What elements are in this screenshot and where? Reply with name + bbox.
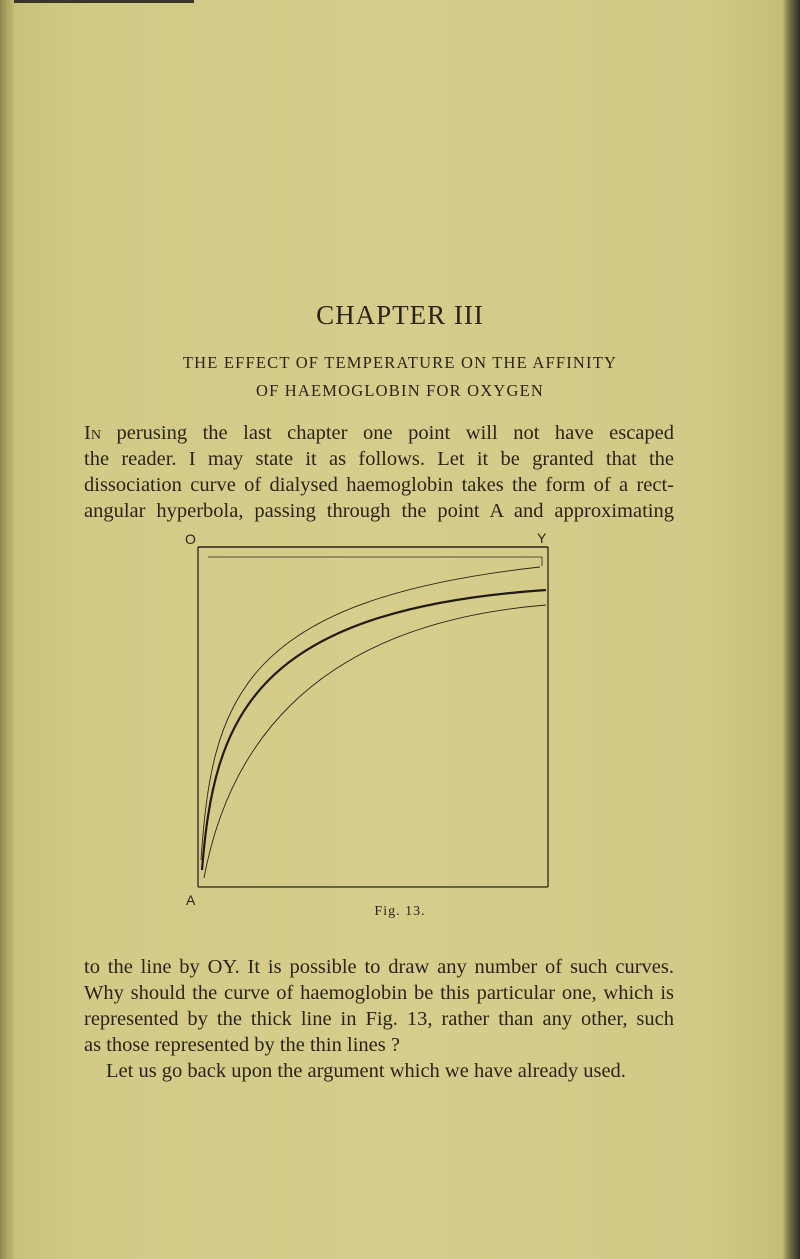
paragraph-1-line-4: angular hyperbola, passing through the point A and approximating bbox=[84, 500, 674, 522]
chapter-heading-line-1: THE EFFECT OF TEMPERATURE ON THE AFFINITY bbox=[182, 353, 618, 372]
thin-curve-inner bbox=[204, 605, 546, 878]
paragraph-2 bbox=[84, 954, 674, 1084]
label-y: Y bbox=[537, 530, 547, 546]
thick-curve bbox=[202, 590, 546, 870]
figure-caption: Fig. 13. bbox=[374, 904, 426, 919]
label-a: A bbox=[186, 892, 196, 908]
paragraph-1-line-3: dissociation curve of dialysed haemoglobin takes the form of a rect- bbox=[84, 474, 674, 496]
paragraph-2-line-1: to the line by OY. It is possible to draw any number of such curves. bbox=[84, 956, 674, 978]
thin-curve-outer bbox=[201, 567, 540, 860]
paragraph-2-line-5: Let us go back upon the argument which we have already used. bbox=[106, 1060, 626, 1082]
paragraph-2-line-4: as those represented by the thin lines ? bbox=[84, 1034, 400, 1056]
chapter-heading-line-2: OF HAEMOGLOBIN FOR OXYGEN bbox=[255, 381, 545, 400]
paragraph-1-line-1-rest: perusing the last chapter one point will not have escaped bbox=[116, 422, 675, 444]
paragraph-2-line-3: represented by the thick line in Fig. 13, rather than any other, such bbox=[84, 1008, 674, 1030]
label-o: O bbox=[185, 531, 196, 547]
paragraph-1-line-2: the reader. I may state it as follows. Let it be granted that the bbox=[84, 448, 674, 470]
paragraph-1-lead: In bbox=[84, 422, 101, 444]
chapter-title: CHAPTER III bbox=[316, 300, 484, 330]
paragraph-2-line-2: Why should the curve of haemoglobin be this particular one, which is bbox=[84, 982, 674, 1004]
